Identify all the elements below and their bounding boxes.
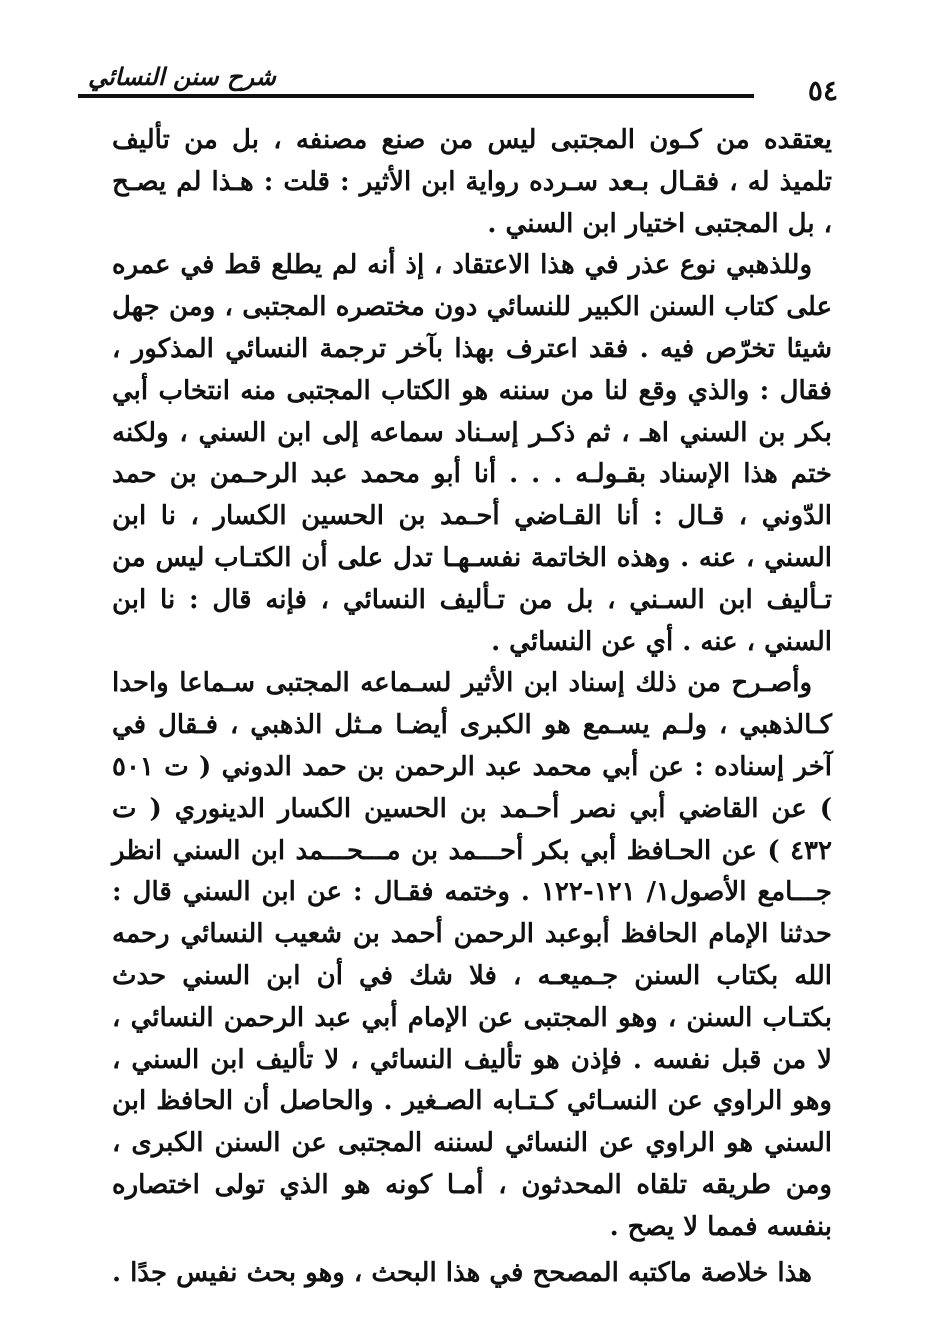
paragraph-2: وللذهبي نوع عذر في هذا الاعتقاد ، إذ أنه لم يطلع قط في عمره على كتاب السنن الكبير للنسائي دون مختصره المجتبى ، ومن جهل شيئا تخرّص فيه . فقد اعترف بهذا بآخر ترجمة النسائي المذكور ، فقال : والذي وقع لنا من سننه هو الكتاب المجتبى منه انتخاب أبي بكر بن السني اهـ ، ثم ذكـر إسـناد سماعه إلى ابن السني ، ولكنه ختم هذا الإسناد بقـولـه . . . أنا أبو محمد عبد الرحـمن بن حمد الدّوني ، قـال : أنا القـاضي أحـمد بن الحسين الكسار ، نا ابن السني ، عنه . وهذه الخاتمة نفسـهـا تدل على أن الكتـاب ليس من تـأليف ابن السـني ، بل من تـأليف النسائي ، فإنه قال : نا ابن السني ، عنه . أي عن النسائي .	[112, 250, 832, 657]
page-number: ٥٤	[807, 74, 838, 107]
paragraph-1: يعتقده من كـون المجتبى ليس من صنع مصنفه ، بل من تأليف تلميذ له ، فقـال بـعد سـرده رواية ابن الأثير : قلت : هـذا لم يصـح ، بل المجتبى اختيار ابن السني .	[112, 125, 832, 239]
running-title: شرح سنن النسائي	[80, 62, 284, 91]
body-text	[112, 120, 832, 1294]
closing-line: هذا خلاصة ماكتبه المصحح في هذا البحث ، وهو بحث نفيس جدًا .	[112, 1257, 812, 1288]
paragraph-3: وأصـرح من ذلك إسناد ابن الأثير لسـماعه المجتبى سـماعا واحدا كـالذهبي ، ولـم يسـمع هو الكبرى أيضـا مـثل الذهبي ، فـقال في آخر إسناده : عن أبي محمد عبد الرحمن بن حمد الدوني ( ت ٥٠١ ) عن القاضي أبي نصر أحـمد بن الحسين الكسار الدينوري ( ت ٤٣٢ ) عن الحـافظ أبي بكر أحـــمد بن مـــحـــمد ابن السني انظر جـــامع الأصول١/ ١٢١-١٢٢ . وختمه فقـال : عن ابن السني قال : حدثنا الإمام الحافظ أبوعبد الرحمن أحمد بن شعيب النسائي رحمه الله بكتاب السنن جـميعـه ، فلا شك في أن ابن السني حدث بكتـاب السنن ، وهو المجتبى عن الإمام أبي عبد الرحمن النسائي ، لا من قبل نفسه . فإذن هو تأليف النسائي ، لا تأليف ابن السني ، وهو الراوي عن النسـائي كـتـابه الصـغير . والحاصل أن الحافظ ابن السني هو الراوي عن النسائي لسننه المجتبى عن السنن الكبرى ، ومن طريقه تلقاه المحدثون ، أمـا كونه هو الذي تولى اختصاره بنفسه فمما لا يصح .	[112, 668, 832, 1242]
header-rule	[78, 94, 754, 98]
page-header	[78, 62, 838, 112]
